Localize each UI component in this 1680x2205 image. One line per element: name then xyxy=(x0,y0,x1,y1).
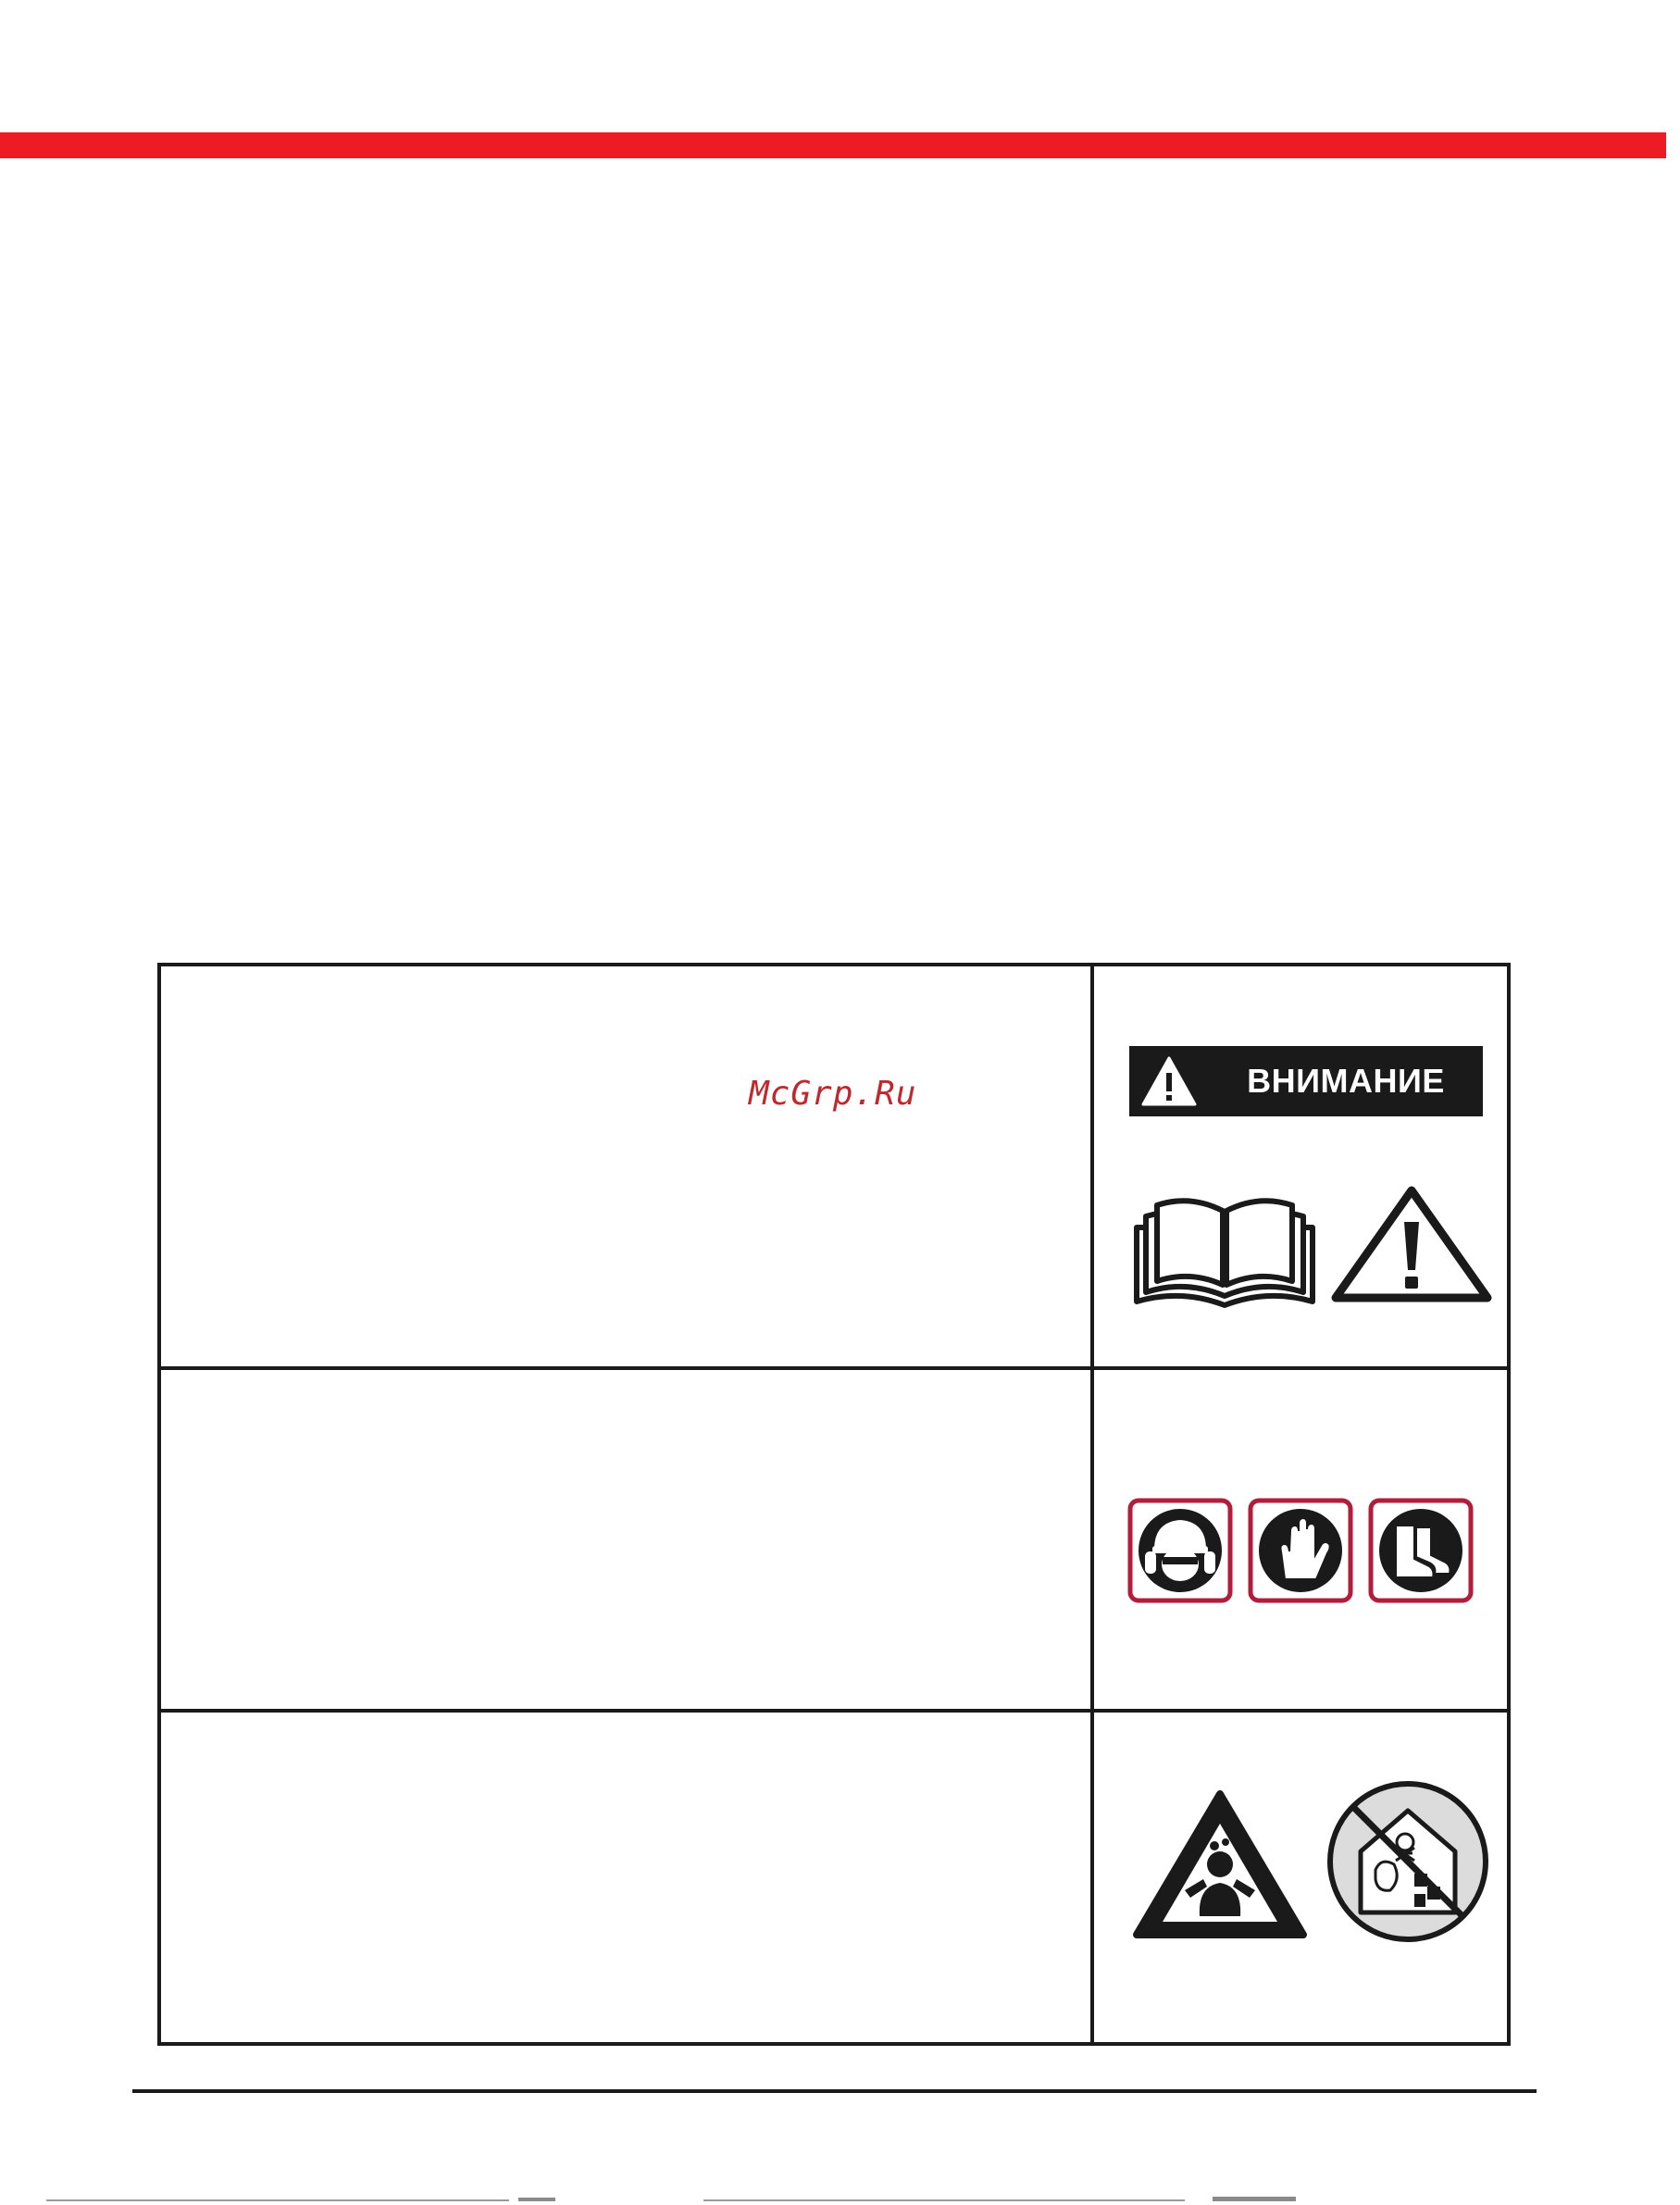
safety-row-icons xyxy=(1094,1713,1511,2042)
safety-row-icons xyxy=(1094,1370,1511,1709)
no-indoor-use-icon xyxy=(1324,1777,1492,1946)
caution-triangle-icon xyxy=(1330,1185,1493,1305)
safety-row-icons xyxy=(1094,966,1511,1366)
safety-row-fumes xyxy=(161,1713,1507,2042)
watermark: McGrp.Ru xyxy=(749,1075,917,1113)
safety-row-general xyxy=(161,966,1507,1370)
head-protection-icon xyxy=(1127,1498,1233,1603)
safety-row-text xyxy=(161,1713,1090,2042)
alert-triangle-icon xyxy=(1129,1046,1209,1116)
safety-row-text xyxy=(161,966,1090,1366)
header-accent-bar xyxy=(0,132,1666,158)
safety-row-ppe xyxy=(161,1370,1507,1713)
warning-banner-label: ВНИМАНИЕ xyxy=(1247,1062,1445,1100)
read-manual-icon xyxy=(1129,1189,1320,1309)
safety-table xyxy=(157,963,1511,2046)
hand-protection-icon xyxy=(1248,1498,1353,1603)
foot-protection-icon xyxy=(1368,1498,1474,1603)
safety-row-text xyxy=(161,1370,1090,1709)
warning-banner xyxy=(1129,1046,1483,1116)
scan-artifacts xyxy=(0,2196,1680,2205)
footer-rule xyxy=(132,2089,1537,2093)
toxic-fumes-warning-icon xyxy=(1129,1787,1311,1944)
